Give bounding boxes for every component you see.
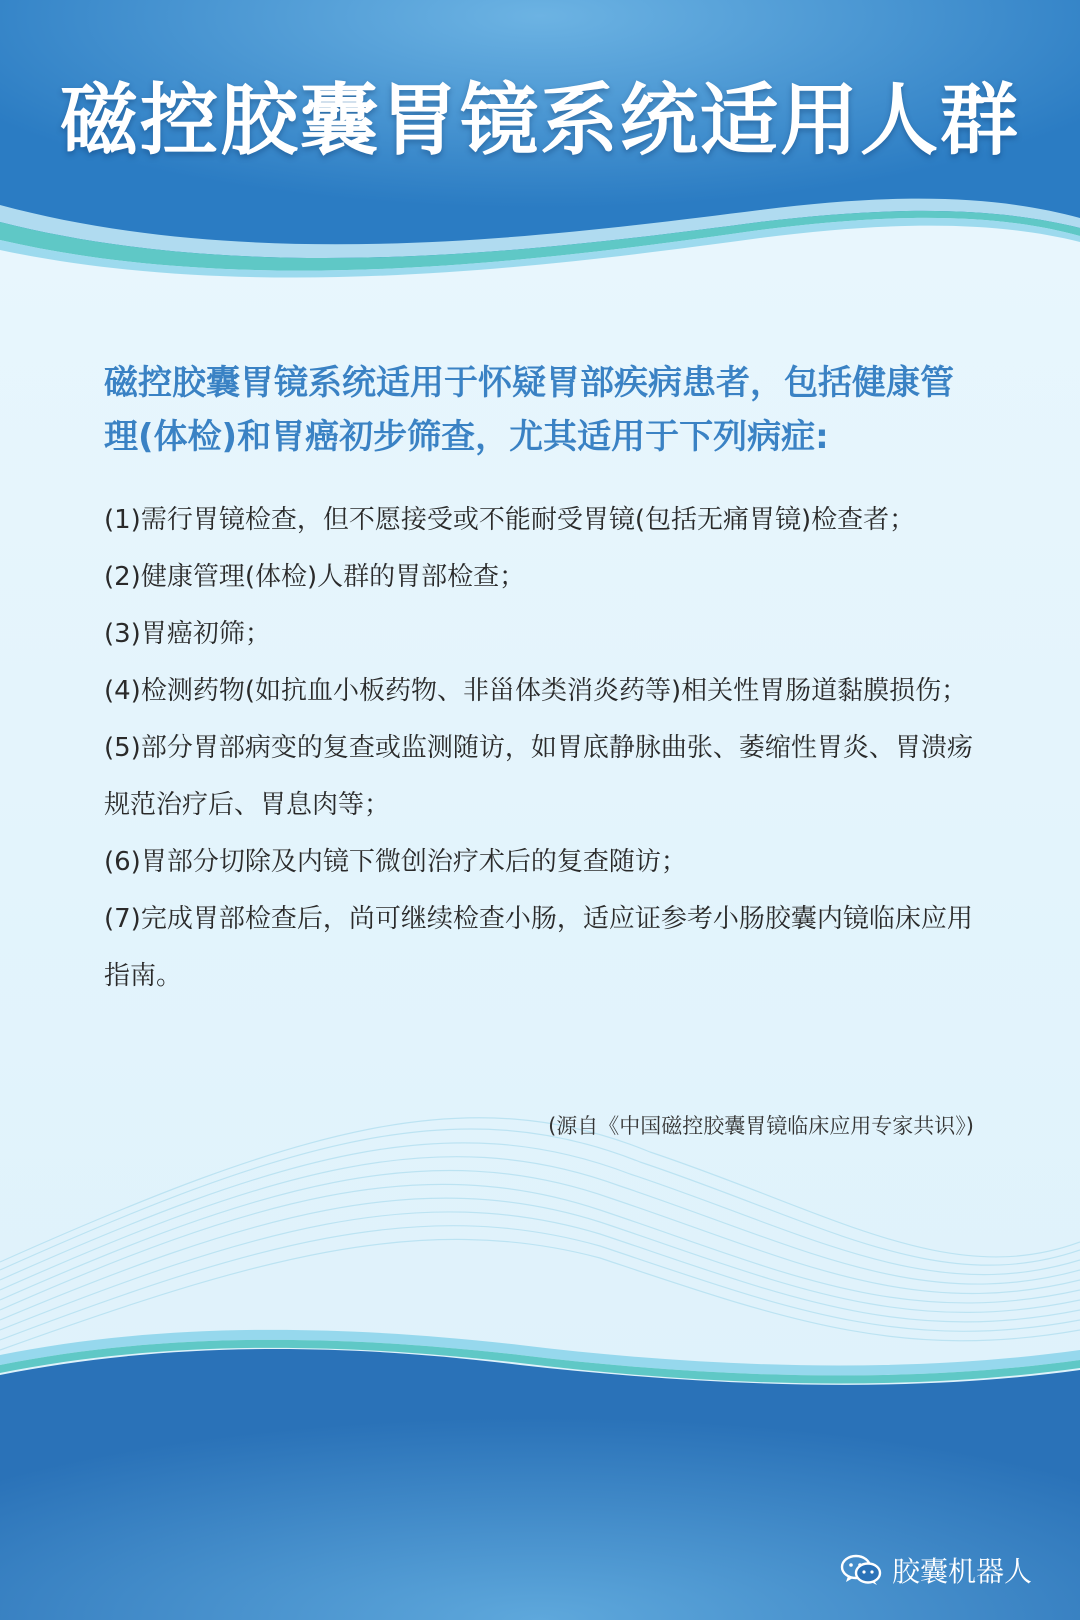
list-item: (3)胃癌初筛； [104, 619, 271, 649]
wechat-icon [840, 1553, 882, 1587]
list-item: (6)胃部分切除及内镜下微创治疗术后的复查随访； [104, 847, 687, 877]
source-citation: (源自《中国磁控胶囊胃镜临床应用专家共识》) [548, 1114, 974, 1138]
list-item: (5)部分胃部病变的复查或监测随访，如胃底静脉曲张、萎缩性胃炎、胃溃疡规范治疗后、胃息肉等； [104, 733, 973, 820]
list-item: (2)健康管理(体检)人群的胃部检查； [104, 562, 526, 592]
list-item: (1)需行胃镜检查，但不愿接受或不能耐受胃镜(包括无痛胃镜)检查者； [104, 505, 916, 535]
indication-list [104, 492, 984, 1005]
list-item: (7)完成胃部检查后，尚可继续检查小肠，适应证参考小肠胶囊内镜临床应用指南。 [104, 904, 973, 991]
page-title: 磁控胶囊胃镜系统适用人群 [59, 76, 1020, 166]
main-content [104, 356, 984, 1005]
brand-name: 胶囊机器人 [891, 1555, 1032, 1588]
brand-watermark [840, 1550, 1032, 1590]
list-item: (4)检测药物(如抗血小板药物、非甾体类消炎药等)相关性胃肠道黏膜损伤； [104, 676, 968, 706]
intro-text: 磁控胶囊胃镜系统适用于怀疑胃部疾病患者，包括健康管理(体检)和胃癌初步筛查，尤其适用于下列病症: [104, 363, 954, 457]
